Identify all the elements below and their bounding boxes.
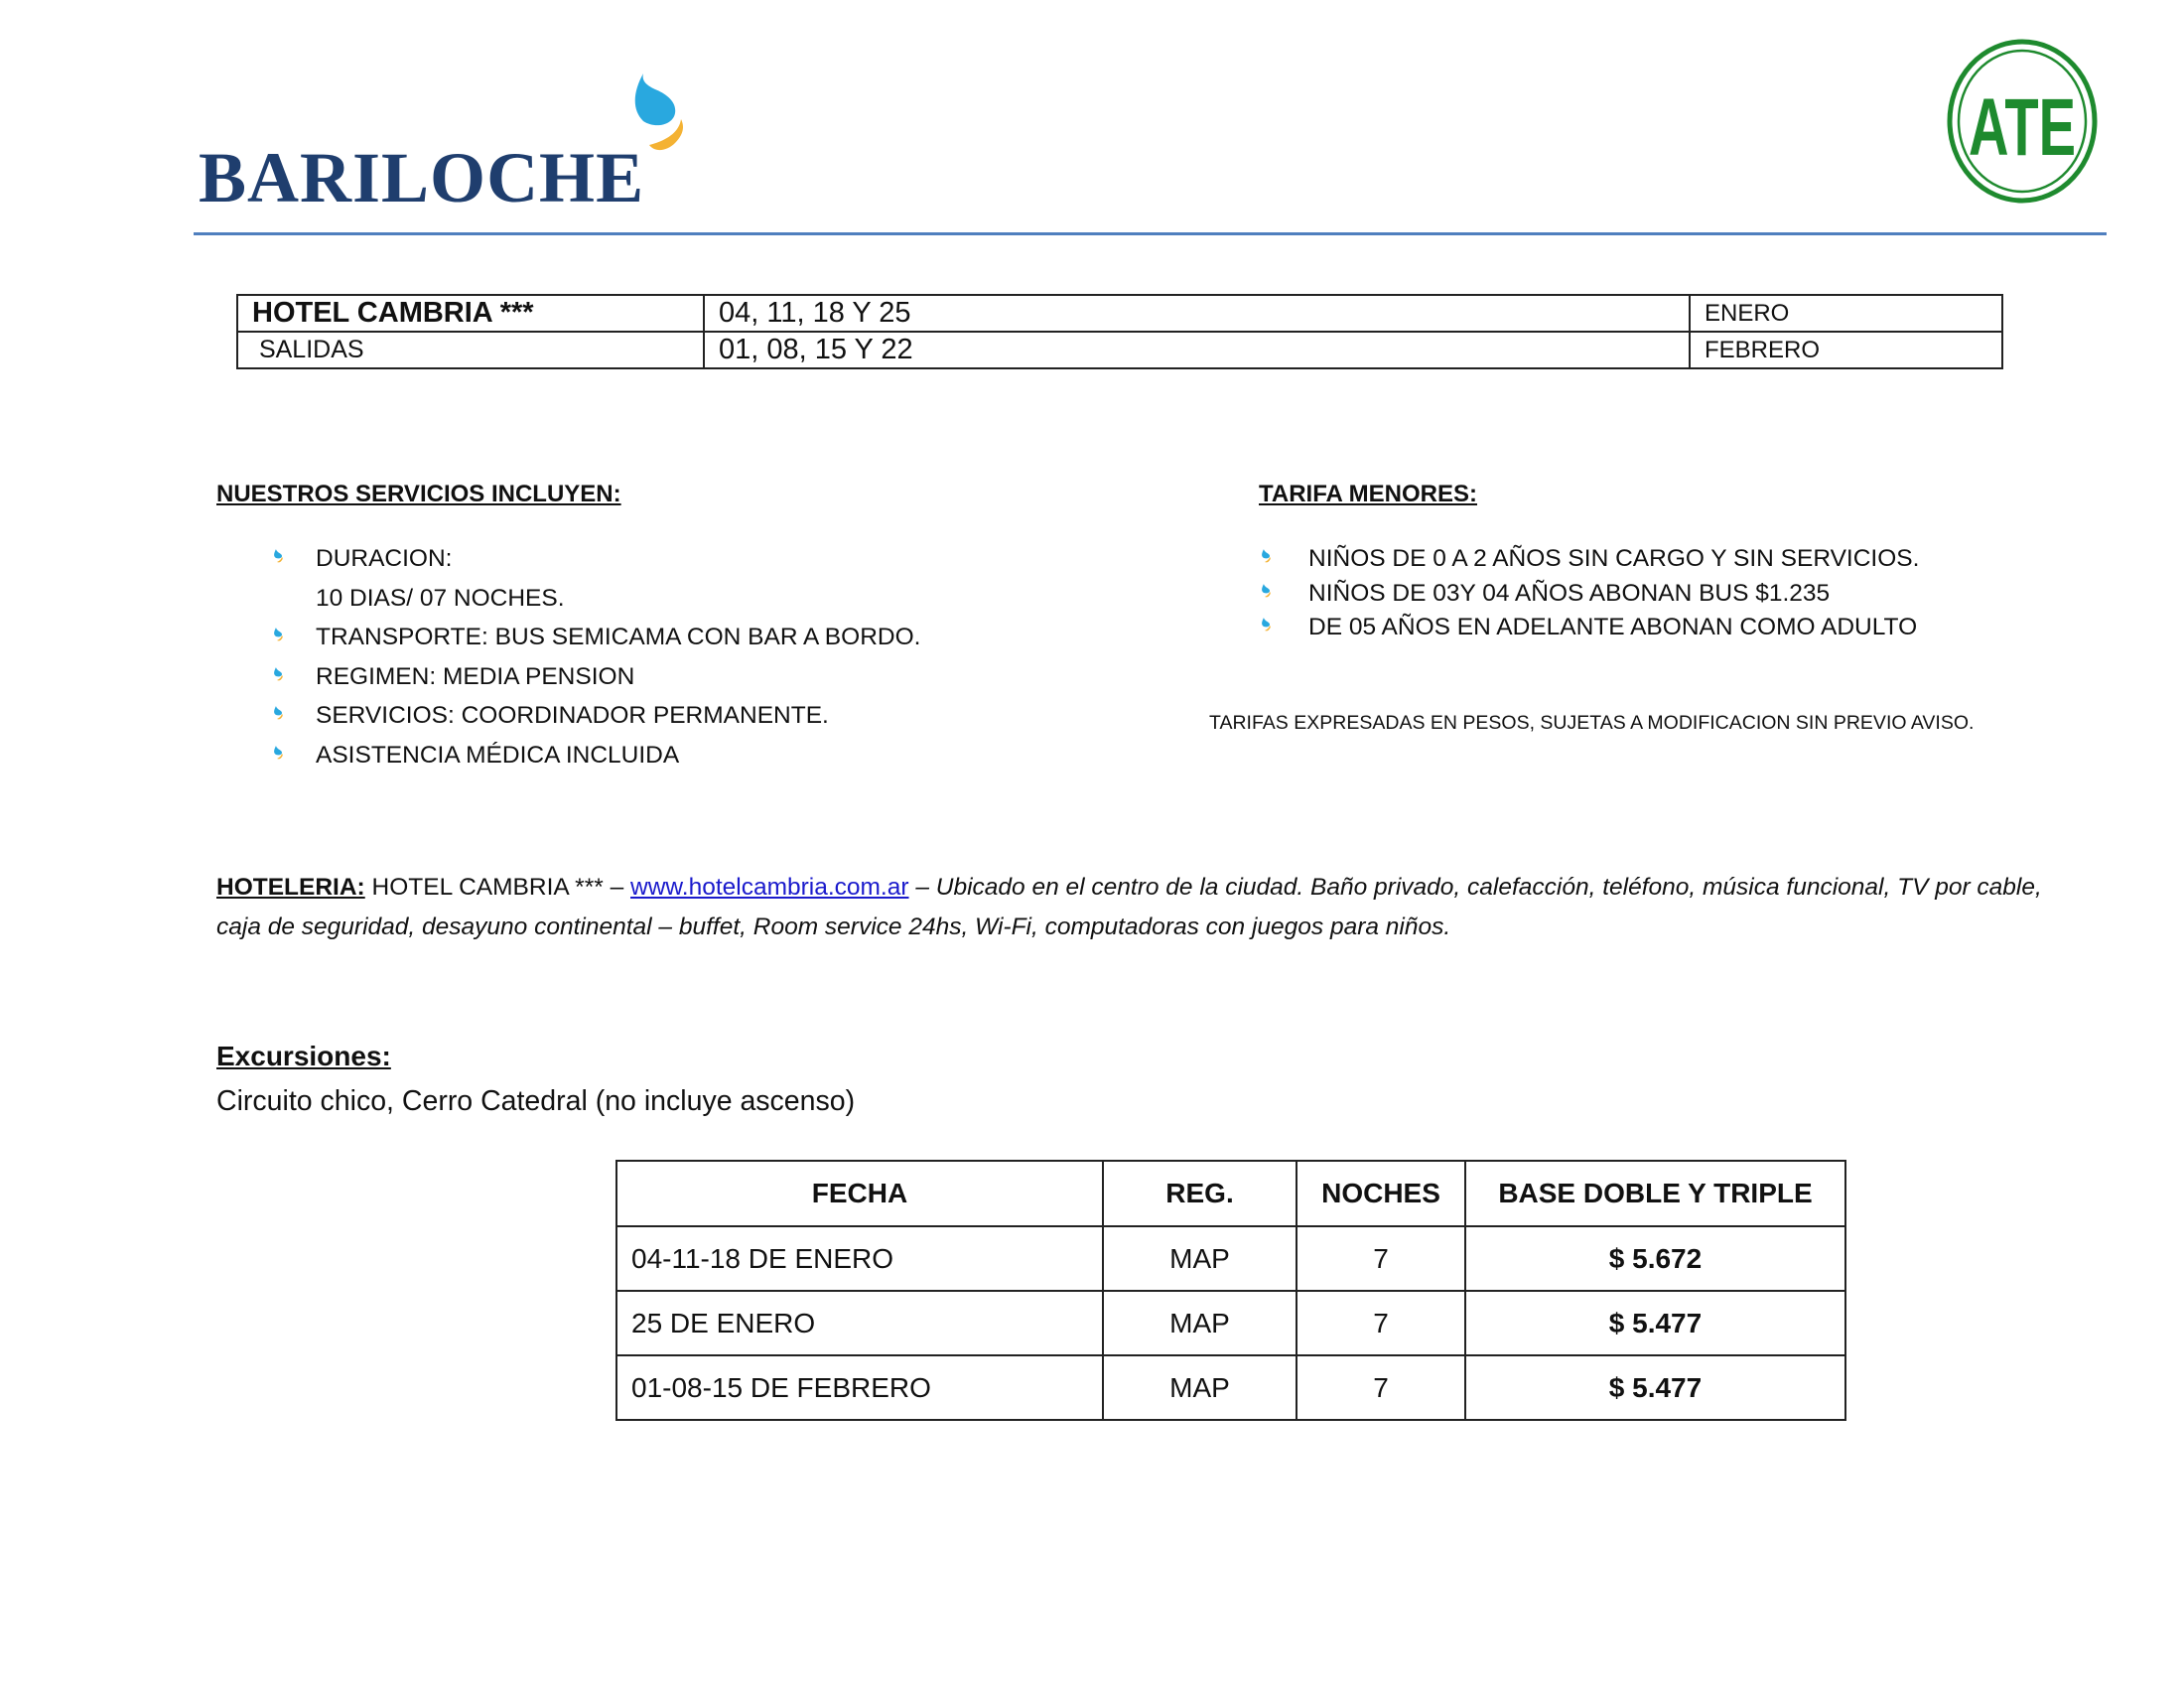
drop-bullet-icon [273, 628, 284, 641]
departures-row [237, 332, 2002, 368]
drop-bullet-icon [273, 667, 284, 681]
drop-bullet-icon [1261, 618, 1272, 632]
water-drop-logo [625, 71, 705, 171]
service-item-text: ASISTENCIA MÉDICA INCLUIDA [316, 741, 680, 769]
minors-list [1261, 544, 2134, 647]
table-row [616, 1355, 1845, 1420]
services-list [273, 544, 1027, 779]
prices-table [615, 1160, 1846, 1421]
hotel-website-link[interactable]: www.hotelcambria.com.ar [630, 874, 909, 901]
row-reg: MAP [1103, 1291, 1297, 1355]
hoteleria-label: HOTELERIA: [216, 874, 365, 901]
service-item-text: TRANSPORTE: BUS SEMICAMA CON BAR A BORDO. [316, 624, 921, 650]
departures-table [236, 294, 2003, 369]
departures-row [237, 295, 2002, 332]
minors-item-text: NIÑOS DE 03Y 04 AÑOS ABONAN BUS $1.235 [1308, 579, 1831, 607]
minors-item [1261, 579, 2134, 614]
minors-item-text: NIÑOS DE 0 A 2 AÑOS SIN CARGO Y SIN SERVICIOS. [1308, 545, 1920, 572]
salidas-label: SALIDAS [258, 336, 364, 363]
hotel-name: HOTEL CAMBRIA *** [252, 297, 534, 329]
header-base: BASE DOBLE Y TRIPLE [1465, 1161, 1845, 1226]
service-item [273, 584, 1027, 624]
hoteleria-paragraph [216, 868, 2043, 947]
departures-label-cell [237, 295, 704, 332]
service-item-text: 10 DIAS/ 07 NOCHES. [316, 584, 565, 612]
hoteleria-hotel: HOTEL CAMBRIA *** – [364, 874, 631, 901]
header-reg: REG. [1103, 1161, 1297, 1226]
row-nights: 7 [1297, 1291, 1465, 1355]
drop-bullet-icon [1261, 549, 1272, 563]
row-price: $ 5.477 [1465, 1291, 1845, 1355]
departures-label-cell [237, 332, 704, 368]
header-fecha: FECHA [616, 1161, 1103, 1226]
row-reg: MAP [1103, 1226, 1297, 1291]
minors-item [1261, 613, 2134, 647]
row-date: 04-11-18 DE ENERO [616, 1226, 1103, 1291]
header-divider [194, 232, 2107, 235]
ate-logo-text: ATE [1969, 82, 2076, 173]
departures-dates-cell: 01, 08, 15 Y 22 [704, 332, 1690, 368]
minors-item-text: DE 05 AÑOS EN ADELANTE ABONAN COMO ADULTO [1308, 614, 1918, 640]
departures-dates-cell: 04, 11, 18 Y 25 [704, 295, 1690, 332]
row-price: $ 5.672 [1465, 1226, 1845, 1291]
row-date: 01-08-15 DE FEBRERO [616, 1355, 1103, 1420]
drop-bullet-icon [273, 746, 284, 760]
service-item-text: SERVICIOS: COORDINADOR PERMANENTE. [316, 702, 829, 729]
excursions-text: Circuito chico, Cerro Catedral (no incluye ascenso) [216, 1085, 856, 1117]
drop-bullet-icon [273, 549, 284, 563]
service-item [273, 701, 1027, 741]
row-nights: 7 [1297, 1226, 1465, 1291]
service-item [273, 662, 1027, 702]
service-item-text: REGIMEN: MEDIA PENSION [316, 662, 635, 690]
ate-logo [1946, 38, 2100, 205]
departures-month-cell: FEBRERO [1690, 332, 2002, 368]
minors-item [1261, 544, 2134, 579]
header-noches: NOCHES [1297, 1161, 1465, 1226]
row-reg: MAP [1103, 1355, 1297, 1420]
row-date: 25 DE ENERO [616, 1291, 1103, 1355]
service-item-text: DURACION: [316, 545, 453, 572]
page-title: BARILOCHE [199, 138, 645, 217]
minors-heading: TARIFA MENORES: [1259, 481, 1477, 507]
service-item [273, 623, 1027, 662]
departures-month-cell: ENERO [1690, 295, 2002, 332]
services-heading: NUESTROS SERVICIOS INCLUYEN: [216, 481, 621, 507]
prices-header-row [616, 1161, 1845, 1226]
drop-bullet-icon [273, 706, 284, 720]
tariff-note: TARIFAS EXPRESADAS EN PESOS, SUJETAS A MODIFICACION SIN PREVIO AVISO. [1209, 712, 1975, 734]
hoteleria-description: – Ubicado en el centro de la ciudad. Baño privado, calefacción, teléfono, música funcional, TV por cable, caja de seguridad, desayuno continental – buffet, Room service 24hs, Wi-Fi, computadoras con juegos para niños. [216, 874, 2042, 940]
service-item [273, 741, 1027, 780]
drop-bullet-icon [1261, 584, 1272, 598]
table-row [616, 1226, 1845, 1291]
excursions-heading: Excursiones: [216, 1041, 391, 1071]
row-price: $ 5.477 [1465, 1355, 1845, 1420]
service-item [273, 544, 1027, 584]
row-nights: 7 [1297, 1355, 1465, 1420]
table-row [616, 1291, 1845, 1355]
